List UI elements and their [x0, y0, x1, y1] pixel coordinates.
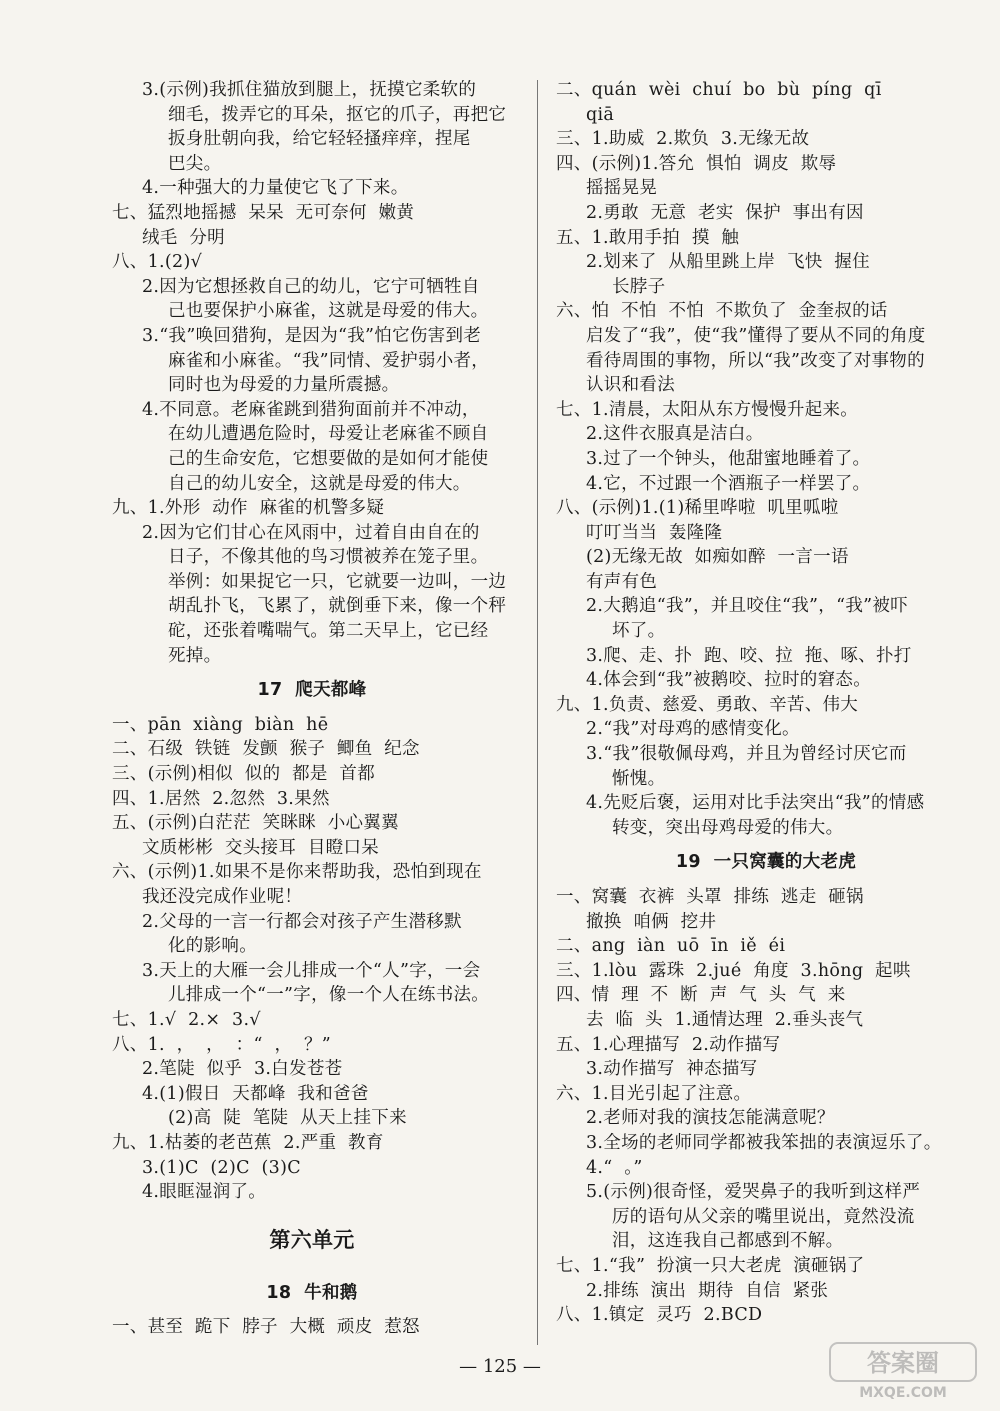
answer-line: 五、1.心理描写 2.动作描写 [556, 1034, 781, 1055]
answer-line: 七、1.“我” 扮演一只大老虎 演砸锅了 [556, 1255, 865, 1276]
answer-line: 2.大鹅追“我”，并且咬住“我”，“我”被吓 [586, 596, 908, 617]
answer-line: 4.“ 。” [586, 1157, 643, 1178]
answer-line: 3.“我”很敬佩母鸡，并且为曾经讨厌它而 [586, 744, 907, 765]
answer-line: 一、窝囊 衣裤 头罩 排练 逃走 砸锅 [556, 887, 864, 907]
answer-line: 二、ang iàn uō īn iě éi [556, 936, 786, 957]
answer-line: 七、猛烈地摇撼 呆呆 无可奈何 嫩黄 [112, 202, 415, 223]
answer-line: 麻雀和小麻雀。“我”同情、爱护弱小者， [168, 350, 490, 371]
answer-line: 一、甚至 跪下 脖子 大概 顽皮 惹怒 [112, 1317, 420, 1338]
answer-line: 2.排练 演出 期待 自信 紧张 [586, 1280, 829, 1301]
answer-line: 转变，突出母鸡母爱的伟大。 [612, 817, 844, 838]
answer-line: 厉的语句从父亲的嘴里说出，竟然没流 [612, 1206, 915, 1227]
answer-line: 4.体会到“我”被鹅咬、拉时的窘态。 [586, 670, 871, 691]
answer-line: 同时也为母爱的力量所震撼。 [168, 375, 400, 396]
answer-line: 3.“我”唤回猎狗，是因为“我”怕它伤害到老 [142, 325, 482, 346]
answer-line: 泪，这连我自己都感到不解。 [612, 1231, 844, 1252]
answer-line: 胡乱扑飞，飞累了，就倒垂下来，像一个秤 [168, 596, 507, 617]
answer-line: 三、(示例)相似 似的 都是 首都 [112, 764, 376, 785]
answer-line: 3.天上的大雁一会儿排成一个“人”字，一会 [142, 960, 481, 981]
answer-line: 二、quán wèi chuí bo bù píng qī [556, 80, 882, 100]
answer-line: 六、(示例)1.如果不是你来帮助我，恐怕到现在 [112, 862, 482, 883]
answer-line: 五、1.敢用手拍 摸 触 [556, 227, 740, 248]
answer-line: 死掉。 [168, 645, 222, 666]
answer-line: 九、1.外形 动作 麻雀的机警多疑 [112, 498, 385, 519]
answer-line: 3.全场的老师同学都被我笨拙的表演逗乐了。 [586, 1132, 942, 1153]
answer-line: 己也要保护小麻雀，这就是母爱的伟大。 [168, 301, 489, 322]
answer-line: (2)无缘无故 如痴如醉 一言一语 [586, 547, 849, 568]
page-number-value: 125 [482, 1356, 518, 1377]
answer-line: 五、(示例)白茫茫 笑眯眯 小心翼翼 [112, 813, 399, 834]
answer-line: 启发了“我”，使“我”懂得了要从不同的角度 [586, 325, 926, 346]
answer-line: 2.笔陡 似乎 3.白发苍苍 [142, 1059, 343, 1080]
left-column [112, 78, 512, 1340]
answer-line: 文质彬彬 交头接耳 目瞪口呆 [142, 837, 380, 858]
answer-line: 有声有色 [586, 571, 658, 592]
answer-line: 2.父母的一言一行都会对孩子产生潜移默 [142, 911, 462, 932]
answer-line: 一、pān xiàng biàn hē [112, 714, 329, 735]
answer-line: 自己的幼儿安全，这就是母爱的伟大。 [168, 473, 471, 494]
answer-line: 2.因为它们甘心在风雨中，过着自由自在的 [142, 522, 480, 543]
answer-line: 举例：如果捉它一只，它就要一边叫，一边 [168, 571, 507, 592]
answer-line: 九、1.枯萎的老芭蕉 2.严重 教育 [112, 1132, 384, 1153]
answer-line: 长脖子 [612, 276, 666, 297]
answer-line: 3.过了一个钟头，他甜蜜地睡着了。 [586, 448, 871, 469]
answer-line: 扳身肚朝向我，给它轻轻搔痒痒，捏尾 [168, 129, 471, 150]
answer-line: 四、情 理 不 断 声 气 头 气 来 [556, 985, 846, 1006]
answer-line: 绒毛 分明 [142, 227, 225, 248]
answer-line: 叮叮当当 轰隆隆 [586, 522, 723, 543]
answer-line: 三、1.助威 2.欺负 3.无缘无故 [556, 129, 810, 150]
answer-line: 撤换 咱俩 挖井 [586, 911, 717, 932]
answer-line: 九、1.负责、慈爱、勇敢、辛苦、伟大 [556, 694, 859, 715]
answer-line: 认识和看法 [586, 375, 675, 396]
answer-line: 巴尖。 [168, 153, 222, 174]
answer-line: 4.先贬后褒，运用对比手法突出“我”的情感 [586, 793, 925, 814]
answer-line: 四、(示例)1.答允 惧怕 调皮 欺辱 [556, 153, 837, 174]
answer-line: 七、1.清晨，太阳从东方慢慢升起来。 [556, 399, 859, 420]
watermark-top: 答案圈 [867, 1349, 939, 1377]
answer-line: 3.动作描写 神态描写 [586, 1059, 758, 1080]
answer-line: 4.它，不过跟一个酒瓶子一样罢了。 [586, 473, 871, 494]
answer-line: 我还没完成作业呢！ [142, 887, 303, 907]
answer-line: 六、1.目光引起了注意。 [556, 1083, 752, 1104]
answer-line: 己的生命安危，它想要做的是如何才能使 [168, 448, 489, 469]
answer-line: 细毛，拨弄它的耳朵，抠它的爪子，再把它 [168, 104, 507, 125]
answer-line: 在幼儿遭遇危险时，母爱让老麻雀不顾自 [168, 424, 489, 445]
answer-line: 3.爬、走、扑 跑、咬、拉 拖、啄、扑打 [586, 645, 912, 666]
answer-line: 八、1. ， ， ：“ ， ？” [112, 1034, 332, 1055]
answer-line: (2)高 陡 笔陡 从天上挂下来 [168, 1108, 407, 1129]
answer-line: 儿排成一个“一”字，像一个人在练书法。 [168, 985, 490, 1006]
answer-line: 2.这件衣服真是洁白。 [586, 424, 764, 445]
answer-line: 2.勇敢 无意 老实 保护 事出有因 [586, 202, 864, 223]
answer-line: 惭愧。 [612, 768, 666, 789]
answer-line: 七、1.√ 2.× 3.√ [112, 1009, 261, 1030]
answer-line: 2.因为它想拯救自己的幼儿，它宁可牺牲自 [142, 276, 480, 297]
answer-line: 砣，还张着嘴喘气。第二天早上，它已经 [168, 621, 489, 642]
answer-line: 摇摇晃晃 [586, 178, 658, 199]
watermark-bottom: MXQE.COM [859, 1385, 947, 1401]
answer-line: 5.(示例)很奇怪，爱哭鼻子的我听到这样严 [586, 1182, 921, 1203]
lesson-heading: 19 一只窝囊的大老虎 [675, 852, 857, 873]
answer-line: 4.一种强大的力量使它飞了下来。 [142, 178, 409, 199]
answer-line: 3.(示例)我抓住猫放到腿上，抚摸它柔软的 [142, 80, 477, 100]
answer-line: 二、石级 铁链 发颤 猴子 鲫鱼 纪念 [112, 739, 420, 760]
answer-line: 3.(1)C (2)C (3)C [142, 1157, 301, 1178]
page-number: — 125 — [459, 1356, 541, 1377]
answer-line: qiā [586, 104, 615, 125]
answer-line: 八、(示例)1.(1)稀里哗啦 叽里呱啦 [556, 498, 839, 519]
lesson-heading: 17 爬天都峰 [257, 680, 367, 701]
answer-line: 四、1.居然 2.忽然 3.果然 [112, 788, 330, 809]
answer-line: 坏了。 [612, 621, 666, 642]
answer-line: 去 临 头 1.通情达理 2.垂头丧气 [586, 1009, 864, 1030]
answer-line: 4.(1)假日 天都峰 我和爸爸 [142, 1083, 369, 1104]
lesson-heading: 18 牛和鹅 [266, 1282, 358, 1303]
answer-line: 日子，不像其他的鸟习惯被养在笼子里。 [168, 547, 489, 568]
answer-line: 八、1.镇定 灵巧 2.BCD [556, 1305, 763, 1326]
watermark-logo [828, 1341, 978, 1401]
answer-line: 4.不同意。老麻雀跳到猎狗面前并不冲动， [142, 399, 480, 420]
answer-line: 三、1.lòu 露珠 2.jué 角度 3.hōng 起哄 [556, 960, 911, 981]
column-divider [537, 80, 538, 1345]
answer-line: 看待周围的事物，所以“我”改变了对事物的 [586, 350, 925, 371]
answer-line: 2.“我”对母鸡的感情变化。 [586, 719, 800, 740]
answer-line: 化的影响。 [168, 936, 257, 957]
answer-line: 2.划来了 从船里跳上岸 飞快 握住 [586, 252, 870, 273]
right-column [556, 78, 976, 1328]
answer-line: 六、怕 不怕 不怕 不欺负了 金奎叔的话 [556, 301, 888, 322]
answer-line: 八、1.(2)√ [112, 252, 203, 273]
answer-line: 2.老师对我的演技怎能满意呢？ [586, 1108, 835, 1129]
answer-line: 4.眼眶湿润了。 [142, 1182, 267, 1203]
unit-heading: 第六单元 [269, 1227, 355, 1252]
